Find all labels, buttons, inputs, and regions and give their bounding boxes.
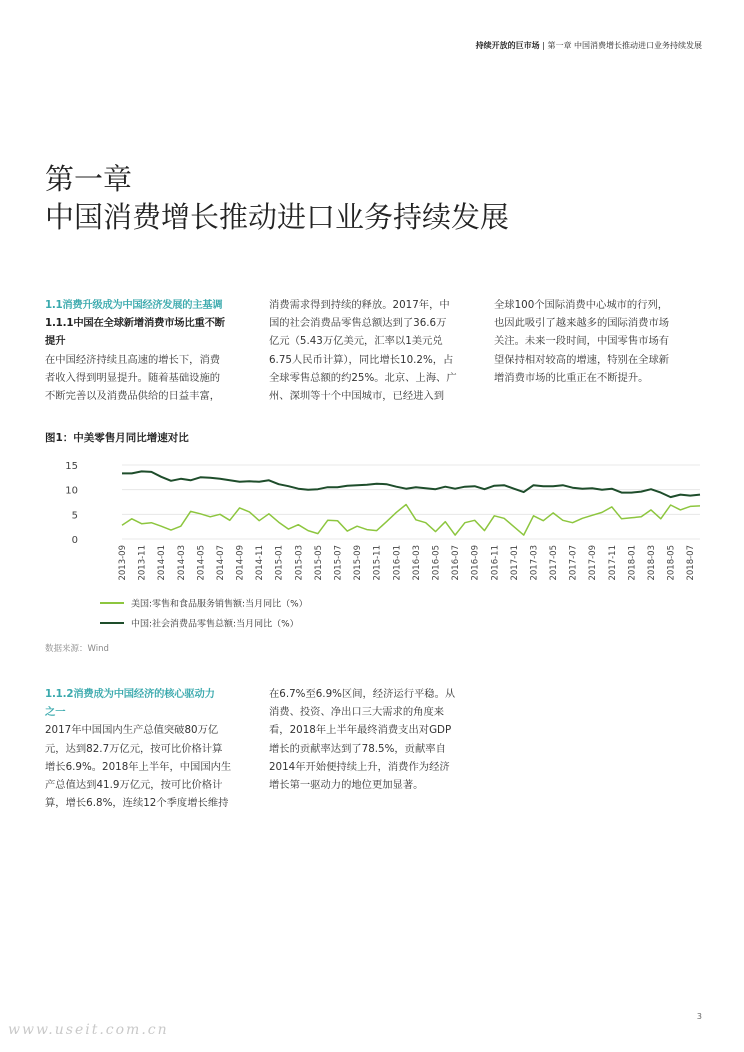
paragraph-line: 增长的贡献率达到了78.5%，贡献率自 <box>269 742 446 755</box>
x-tick-label: 2018-03 <box>647 545 658 581</box>
x-tick-label: 2015-03 <box>294 545 305 581</box>
paragraph-line: 在中国经济持续且高速的增长下，消费 <box>45 353 221 366</box>
chart-y-tick-labels <box>65 461 78 546</box>
paragraph-line: 产总值达到41.9万亿元，按可比价格计 <box>45 779 223 792</box>
chart-legend <box>100 598 308 630</box>
y-tick-label: 0 <box>71 535 78 546</box>
x-tick-label: 2015-05 <box>313 545 324 581</box>
paragraph-line: 州、深圳等十个中国城市，已经进入到 <box>269 390 445 403</box>
paragraph-line: 亿元（5.43万亿美元，汇率以1美元兑 <box>269 335 443 348</box>
chapter-title <box>45 160 509 236</box>
running-header <box>476 40 702 51</box>
page-number: 3 <box>696 1012 702 1021</box>
paragraph-line: 全球零售总额的约25%。北京、上海、广 <box>269 371 457 384</box>
paragraph-line: 消费、投资、净出口三大需求的角度来 <box>269 706 445 719</box>
y-tick-label: 15 <box>65 461 78 472</box>
section1-column-3 <box>494 296 704 387</box>
paragraph-line: 增长第一驱动力的地位更加显著。 <box>269 779 424 792</box>
chart-gridlines <box>122 465 700 539</box>
header-book-title: 持续开放的巨市场 <box>475 41 540 50</box>
x-tick-label: 2014-07 <box>215 545 226 581</box>
retail-growth-line-chart <box>0 450 744 660</box>
x-tick-label: 2014-01 <box>157 545 168 581</box>
legend-label: 美国:零售和食品服务销售额:当月同比（%） <box>131 599 308 610</box>
paragraph-line: 望保持相对较高的增速，特别在全球新 <box>494 353 670 366</box>
series-line-us <box>122 505 700 536</box>
site-watermark: www.useit.com.cn <box>8 1022 169 1038</box>
paragraph-line: 看，2018年上半年最终消费支出对GDP <box>269 724 452 737</box>
y-tick-label: 5 <box>71 510 78 522</box>
x-tick-label: 2017-11 <box>607 545 618 581</box>
x-tick-label: 2015-07 <box>333 545 344 581</box>
x-tick-label: 2014-05 <box>196 545 207 581</box>
section1-column-2 <box>269 296 474 405</box>
x-tick-label: 2017-05 <box>549 545 560 581</box>
paragraph-line: 2017年中国国内生产总值突破80万亿 <box>45 724 219 737</box>
x-tick-label: 2014-09 <box>235 545 246 581</box>
paragraph-line: 不断完善以及消费品供给的日益丰富， <box>45 390 221 403</box>
section-heading-1-1: 1.1消费升级成为中国经济发展的主基调 <box>45 299 223 311</box>
x-tick-label: 2016-11 <box>490 545 501 581</box>
x-tick-label: 2016-07 <box>451 545 462 581</box>
x-tick-label: 2015-09 <box>353 545 364 581</box>
x-tick-label: 2015-11 <box>372 545 383 581</box>
x-tick-label: 2015-01 <box>274 545 285 581</box>
paragraph-line: 增消费市场的比重正在不断提升。 <box>494 371 649 384</box>
subsection-heading-1-1-2b: 之一 <box>45 706 66 719</box>
paragraph-line: 2014年开始便持续上升，消费作为经济 <box>269 760 450 773</box>
paragraph-line: 也因此吸引了越来越多的国际消费市场 <box>494 317 670 330</box>
x-tick-label: 2018-05 <box>666 545 677 581</box>
x-tick-label: 2014-11 <box>255 545 266 581</box>
paragraph-line: 增长6.9%。2018年上半年，中国国内生 <box>45 760 232 773</box>
section1-column-1 <box>45 296 250 405</box>
x-tick-label: 2018-01 <box>627 545 638 581</box>
header-chapter-title: 第一章 中国消费增长推动进口业务持续发展 <box>547 41 702 50</box>
chart-x-tick-labels <box>118 545 696 581</box>
x-tick-label: 2017-07 <box>568 545 579 581</box>
x-tick-label: 2016-03 <box>411 545 422 581</box>
paragraph-line: 者收入得到明显提升。随着基础设施的 <box>45 371 221 384</box>
x-tick-label: 2017-03 <box>529 545 540 581</box>
paragraph-line: 关注。未来一段时间，中国零售市场有 <box>494 335 670 348</box>
section2-column-2 <box>269 685 484 794</box>
subsection-heading-1-1-1a: 1.1.1中国在全球新增消费市场比重不断 <box>45 317 225 330</box>
subsection-heading-1-1-2a: 1.1.2消费成为中国经济的核心驱动力 <box>45 688 215 700</box>
chapter-name: 中国消费增长推动进口业务持续发展 <box>45 200 510 234</box>
y-tick-label: 10 <box>65 485 78 497</box>
paragraph-line: 消费需求得到持续的释放。2017年，中 <box>269 299 450 311</box>
header-separator: | <box>539 41 548 50</box>
chapter-number: 第一章 <box>45 162 133 196</box>
subsection-heading-1-1-1b: 提升 <box>45 335 66 348</box>
x-tick-label: 2018-07 <box>686 545 697 581</box>
paragraph-line: 全球100个国际消费中心城市的行列， <box>494 299 669 311</box>
paragraph-line: 6.75人民币计算），同比增长10.2%，占 <box>269 353 454 366</box>
legend-label: 中国:社会消费品零售总额:当月同比（%） <box>131 619 299 630</box>
figure-source: 数据来源：Wind <box>45 644 109 654</box>
x-tick-label: 2016-05 <box>431 545 442 581</box>
chart-series <box>122 471 700 535</box>
paragraph-line: 元，达到82.7万亿元，按可比价格计算 <box>45 742 223 755</box>
x-tick-label: 2013-09 <box>118 545 128 581</box>
paragraph-line: 算，增长6.8%，连续12个季度增长维持 <box>45 797 229 810</box>
figure-title: 图1：中美零售月同比增速对比 <box>45 432 189 444</box>
x-tick-label: 2017-09 <box>588 545 599 581</box>
x-tick-label: 2016-09 <box>470 545 481 581</box>
paragraph-line: 国的社会消费品零售总额达到了36.6万 <box>269 317 447 330</box>
x-tick-label: 2014-03 <box>176 545 187 581</box>
paragraph-line: 在6.7%至6.9%区间，经济运行平稳。从 <box>269 688 456 700</box>
x-tick-label: 2013-11 <box>137 545 148 581</box>
series-line-china <box>122 471 700 497</box>
x-tick-label: 2017-01 <box>509 545 520 581</box>
x-tick-label: 2016-01 <box>392 545 403 581</box>
section2-column-1 <box>45 685 255 812</box>
